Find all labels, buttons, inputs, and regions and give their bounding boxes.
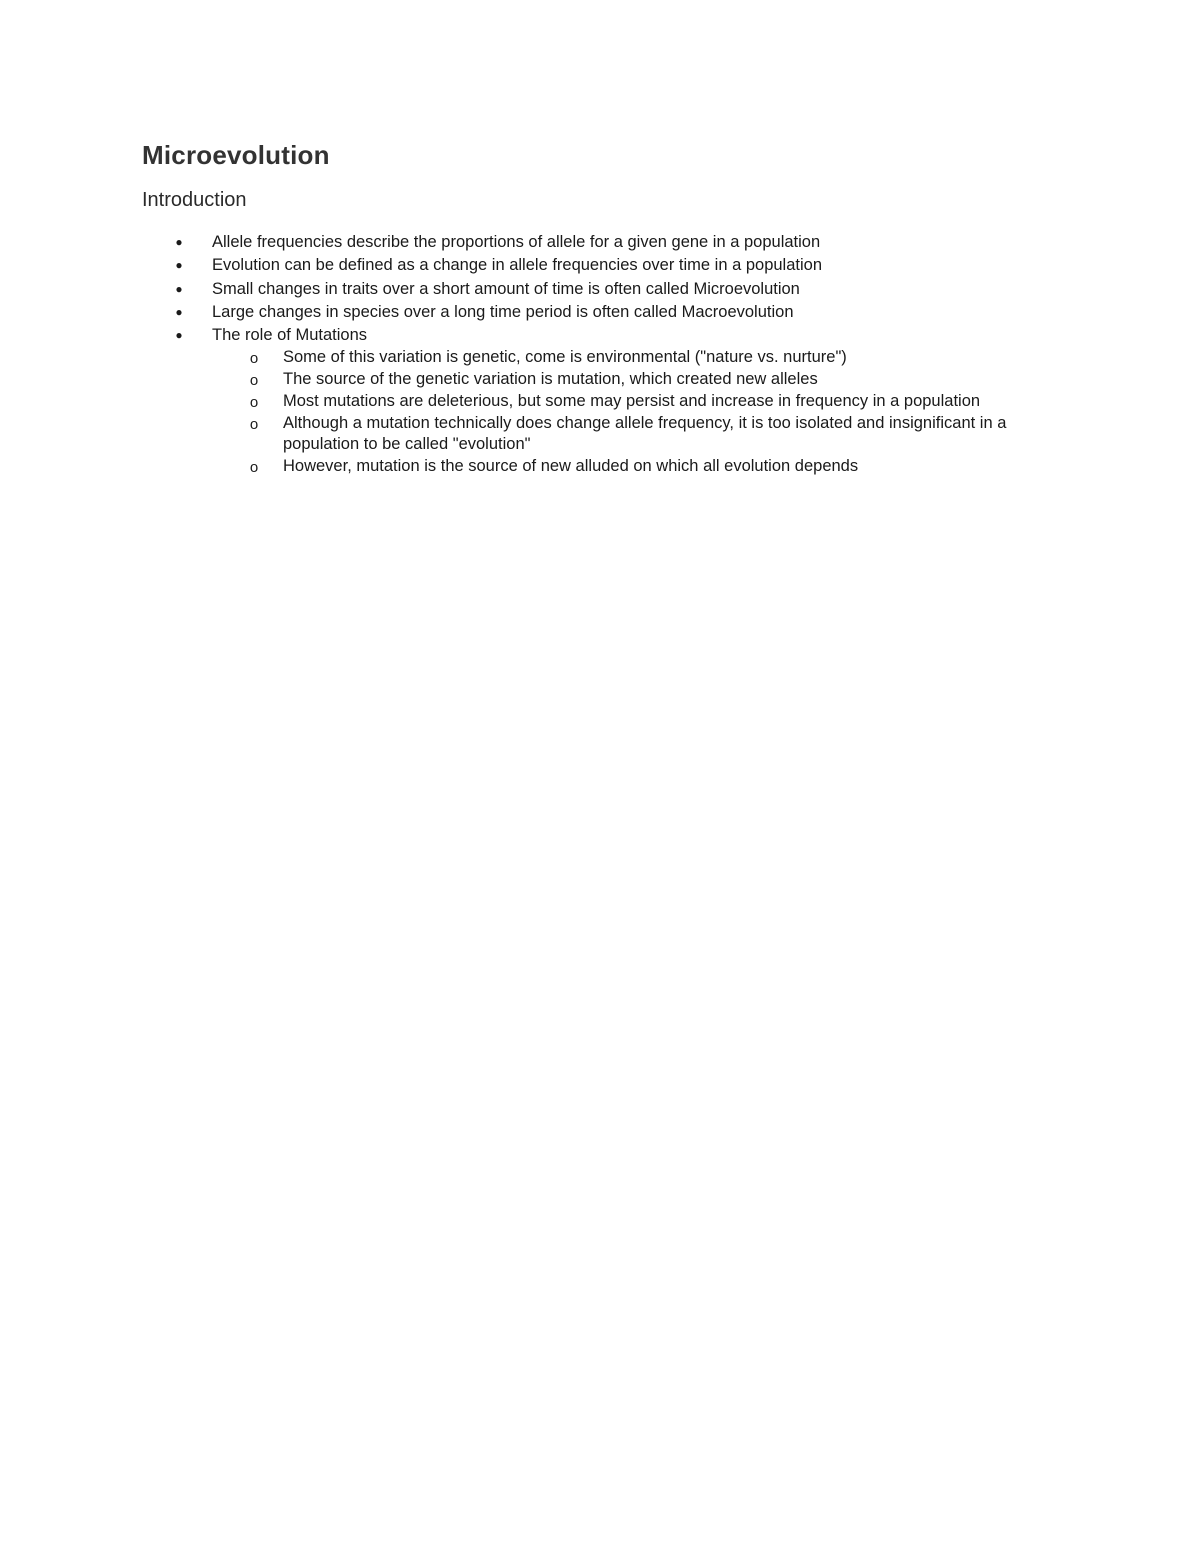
section-heading: Introduction	[142, 189, 247, 211]
document-title: Microevolution	[142, 140, 330, 170]
sub-list-item	[212, 413, 1073, 456]
sub-list-item-text: The source of the genetic variation is mutation, which created new alleles	[283, 370, 818, 389]
sub-bullet-icon: o	[249, 372, 259, 390]
bullet-icon: ●	[175, 304, 183, 319]
list-item	[0, 301, 1072, 324]
sub-list-item-text: Most mutations are deleterious, but some may persist and increase in frequency in a population	[283, 391, 981, 410]
list-item-text: Allele frequencies describe the proportions of allele for a given gene in a population	[212, 233, 821, 251]
list-item-text: Small changes in traits over a short amount of time is often called Microevolution	[212, 279, 800, 298]
list-item-text: Evolution can be defined as a change in allele frequencies over time in a population	[212, 256, 822, 275]
list-item	[0, 254, 1072, 277]
bullet-icon: ●	[175, 328, 183, 343]
list-item	[0, 278, 1072, 301]
list-item	[0, 324, 1072, 478]
sub-bullet-list	[212, 347, 1072, 477]
sub-bullet-icon: o	[249, 459, 259, 476]
list-item-text: The role of Mutations	[212, 326, 367, 345]
sub-bullet-icon: o	[249, 393, 259, 411]
sub-list-item-text: Some of this variation is genetic, come is environmental ("nature vs. nurture")	[283, 348, 847, 367]
sub-bullet-icon: o	[249, 350, 259, 368]
bullet-list	[0, 231, 1200, 478]
list-item-text: Large changes in species over a long time period is often called Macroevolution	[212, 302, 794, 321]
sub-list-item	[212, 369, 1073, 391]
bullet-icon: ●	[175, 258, 183, 273]
bullet-icon: ●	[175, 235, 183, 249]
sub-list-item	[212, 391, 1073, 413]
sub-list-item-text: However, mutation is the source of new alluded on which all evolution depends	[283, 457, 859, 475]
sub-list-item	[212, 456, 1073, 478]
list-item	[0, 231, 1072, 254]
sub-list-item-text: Although a mutation technically does change allele frequency, it is too isolated and insignificant in a population to be called "evolution"	[283, 413, 1007, 454]
bullet-icon: ●	[175, 281, 183, 296]
sub-list-item	[212, 347, 1073, 369]
sub-bullet-icon: o	[249, 415, 259, 433]
